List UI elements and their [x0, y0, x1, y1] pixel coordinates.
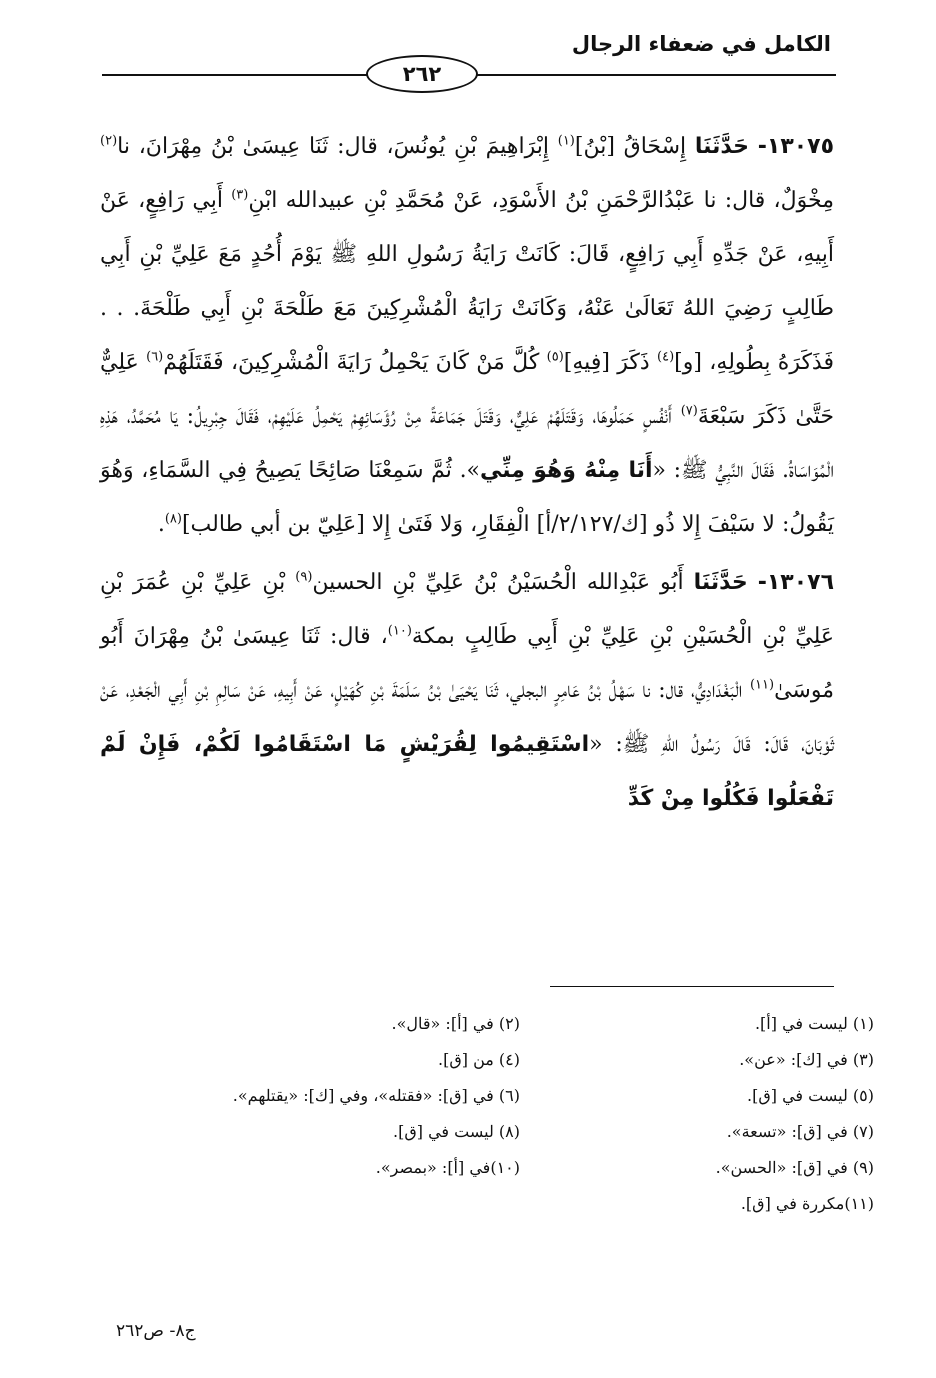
main-text: [100, 120, 834, 826]
footnote-marker: (٧): [680, 403, 698, 419]
text-segment: .: [157, 512, 165, 537]
footnote-marker: (٣): [231, 187, 249, 203]
text-segment: عَلِيٌّ حَتَّىٰ ذَكَرَ سَبْعَةَ: [100, 350, 834, 429]
text-segment: إِبْرَاهِيمَ بْنِ يُونُسَ، قال: ثَنَا عِيسَىٰ بْنُ مِهْرَانَ، نا: [117, 134, 558, 159]
footnote: (٤) من [ق].: [438, 1050, 520, 1069]
footnote-marker: (٨): [164, 511, 182, 527]
text-segment: ، قال: ثَنَا عِيسَىٰ بْنُ مِهْرَانَ أَبُو مُوسَىٰ: [100, 624, 834, 703]
footnote: (٧) في [ق]: «تسعة».: [726, 1122, 874, 1141]
text-segment: الْبَغْدَادِيُّ، قال: نا سَهْلُ بْنُ عَامِرٍ البجلي، ثَنَا يَحْيَىٰ بْنُ سَلَمَةَ بْنِ كُهَيْلٍ، عَنْ أَبِيهِ، عَنْ سَالِمِ بْنِ أَبِي الْجَعْدِ، عَنْ ثَوْبَانَ، قَالَ: قَالَ رَسُولُ اللهِ ﷺ: «: [100, 678, 835, 757]
footnote-divider: [550, 986, 834, 987]
volume-page-reference: ج٨- ص٢٦٢: [116, 1321, 196, 1341]
footnote-marker: (١٠): [387, 623, 412, 639]
footnote-marker: (٦): [146, 349, 164, 365]
hadith-paragraph: [100, 556, 834, 826]
hadith-paragraph: [100, 120, 834, 552]
hadith-number: ١٣٠٧٥-: [757, 134, 835, 159]
footnote: (٨) ليست في [ق].: [393, 1122, 520, 1141]
footnotes: [110, 1006, 874, 1222]
narration-opener: حَدَّثَنَا: [693, 570, 748, 595]
book-title: الكامل في ضعفاء الرجال: [571, 32, 831, 56]
text-segment: مِخْوَلٌ، قال: نا عَبْدُالرَّحْمَنِ بْنُ الأَسْوَدِ، عَنْ مُحَمَّدِ بْنِ عبيدالله ابْنِ: [248, 188, 834, 213]
footnote: (١١)مكررة في [ق].: [740, 1194, 874, 1213]
text-segment: ذَكَرَ [فِيهِ]: [563, 350, 658, 375]
footnote: (٥) ليست في [ق].: [747, 1086, 874, 1105]
prophet-quote: أَنَا مِنْهُ وَهُوَ مِنِّي: [480, 458, 653, 483]
footnote: (٦) في [ق]: «فقتله»، وفي [ك]: «يقتلهم».: [232, 1086, 520, 1105]
text-segment: بْنِ عَلِيِّ بْنِ عُمَرَ بْنِ عَلِيِّ بْنِ الْحُسَيْنِ بْنِ عَلِيِّ بْنِ أَبِي طَالِبٍ بمكة: [100, 570, 834, 649]
footnote-marker: (٥): [546, 349, 564, 365]
text-segment: أَبُو عَبْدِالله الْحُسَيْنُ بْنُ عَلِيِّ بْنِ الحسين: [312, 570, 694, 595]
footnote: (٢) في [أ]: «قال».: [391, 1014, 520, 1033]
footnote: (١٠)في [أ]: «بمصر».: [375, 1158, 520, 1177]
footnote-marker: (٤): [657, 349, 675, 365]
hadith-number: ١٣٠٧٦-: [757, 570, 834, 595]
prophet-quote: اسْتَقِيمُوا لِقُرَيْشٍ مَا اسْتَقَامُوا لَكُمْ، فَإِنْ لَمْ تَفْعَلُوا فَكُلُوا مِنْ كَدِّ: [100, 732, 834, 811]
text-segment: كُلَّ مَنْ كَانَ يَحْمِلُ رَايَةَ الْمُشْرِكِينَ، فَقَتَلَهُمْ: [163, 350, 547, 375]
footnote: (٩) في [ق]: «الحسن».: [715, 1158, 874, 1177]
narration-opener: حَدَّثَنَا: [694, 134, 749, 159]
footnote-marker: (٩): [295, 569, 313, 585]
footnote-marker: (٢): [100, 133, 118, 149]
footnote-marker: (١١): [749, 677, 775, 693]
text-segment: أَبِي رَافِعٍ، عَنْ أَبِيهِ، عَنْ جَدِّهِ أَبِي رَافِعٍ، قَالَ: كَانَتْ رَايَةُ رَسُولِ اللهِ ﷺ يَوْمَ أُحُدٍ مَعَ عَلِيِّ بْنِ أَبِي طَالِبٍ رَضِيَ اللهُ تَعَالَىٰ عَنْهُ، وَكَانَتْ رَايَةُ الْمُشْرِكِينَ مَعَ طَلْحَةَ بْنِ أَبِي طَلْحَةَ. . . فَذَكَرَهُ بِطُولِهِ، [و]: [100, 188, 834, 375]
text-segment: ». ثُمَّ سَمِعْنَا صَائِحًا يَصِيحُ فِي السَّمَاءِ، وَهُوَ يَقُولُ: لا سَيْفَ إِلا ذُو [ك/٢/١٢٧/أ] الْفِقَارِ، وَلا فَتَىٰ إِلا [عَلِيّ بن أبي طالب]: [100, 458, 834, 537]
text-segment: أَنْفُسٍ حَمَلُوهَا، وَقَتَلَهُمْ عَلِيٌّ، وَقَتَلَ جَمَاعَةً مِنْ رُؤَسَائِهِمْ يَحْمِلُ عَلَيْهِمْ، فَقَالَ جِبْرِيلُ: يَا مُحَمَّدُ، هَذِهِ الْمُوَاسَاةُ. فَقَالَ النَّبِيُّ ﷺ: «: [100, 404, 834, 483]
text-segment: إِسْحَاقُ [بْنُ]: [574, 134, 695, 159]
footnote-marker: (١): [557, 133, 575, 149]
page-number: ٢٦٢: [366, 55, 478, 93]
footnote: (٣) في [ك]: «عن».: [739, 1050, 874, 1069]
footnote: (١) ليست في [أ].: [754, 1014, 874, 1033]
